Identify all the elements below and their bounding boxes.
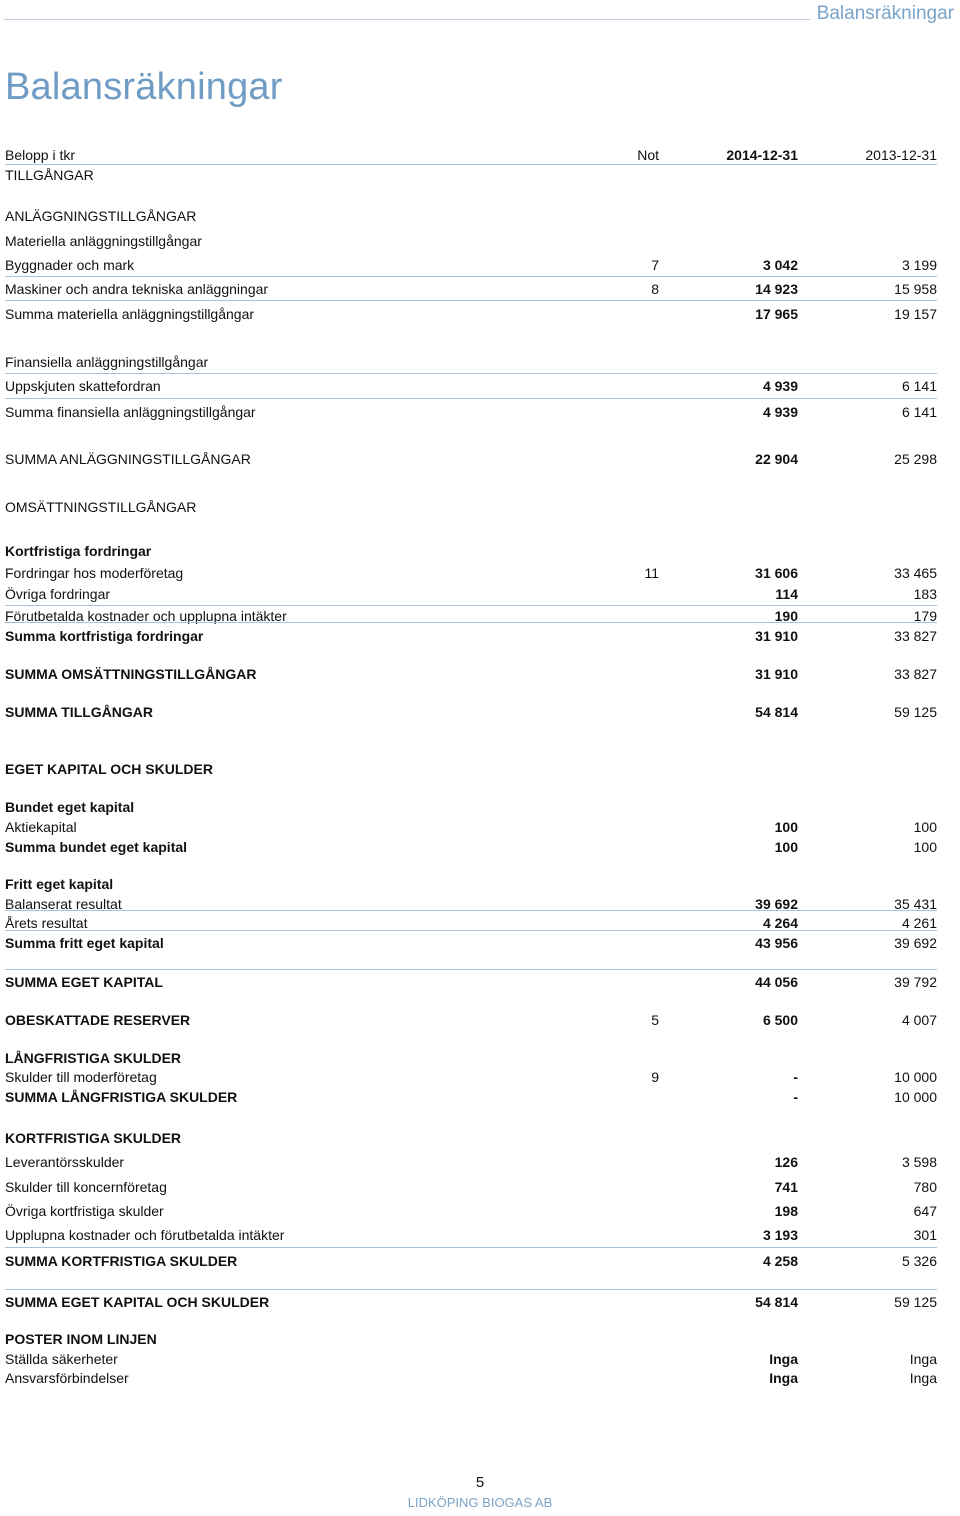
row-note: 7 bbox=[651, 257, 659, 273]
row-label: SUMMA OMSÄTTNINGSTILLGÅNGAR bbox=[5, 666, 257, 682]
row-value-2013: 39 792 bbox=[894, 974, 937, 990]
row-label: KORTFRISTIGA SKULDER bbox=[5, 1130, 182, 1146]
row-value-2014: 4 939 bbox=[762, 378, 798, 394]
table-row bbox=[5, 1152, 937, 1172]
table-row bbox=[5, 584, 937, 604]
row-value-2014: 54 814 bbox=[755, 704, 798, 720]
table-row bbox=[5, 817, 937, 837]
table-row bbox=[5, 837, 937, 857]
row-label: OBESKATTADE RESERVER bbox=[5, 1012, 191, 1028]
row-value-2013: 33 827 bbox=[894, 628, 937, 644]
table-row bbox=[5, 304, 937, 324]
row-value-2014: - bbox=[793, 1069, 798, 1085]
row-label: Ställda säkerheter bbox=[5, 1351, 118, 1367]
table-row bbox=[5, 626, 937, 646]
row-label: Aktiekapital bbox=[5, 819, 77, 835]
table-row bbox=[5, 759, 937, 779]
row-value-2014: 4 264 bbox=[762, 915, 798, 931]
table-row bbox=[5, 1128, 937, 1148]
row-value-2013: Inga bbox=[909, 1370, 937, 1386]
row-note: 11 bbox=[644, 565, 659, 581]
row-divider bbox=[5, 1247, 937, 1248]
column-header-row bbox=[5, 145, 937, 165]
row-divider bbox=[5, 930, 937, 931]
table-row bbox=[5, 1368, 937, 1388]
row-value-2013: 35 431 bbox=[894, 896, 937, 912]
table-row bbox=[5, 402, 937, 422]
row-value-2014: 44 056 bbox=[755, 974, 798, 990]
row-label: POSTER INOM LINJEN bbox=[5, 1331, 157, 1347]
row-value-2013: 59 125 bbox=[894, 1294, 937, 1310]
row-label: Summa finansiella anläggningstillgångar bbox=[5, 404, 256, 420]
row-value-2014: Inga bbox=[769, 1351, 798, 1367]
table-row bbox=[5, 1048, 937, 1068]
row-value-2014: 198 bbox=[774, 1203, 798, 1219]
table-row bbox=[5, 1010, 937, 1030]
row-value-2013: 179 bbox=[913, 608, 937, 624]
row-value-2013: 6 141 bbox=[901, 378, 937, 394]
table-row bbox=[5, 206, 937, 226]
row-value-2014: Inga bbox=[769, 1370, 798, 1386]
row-value-2013: 100 bbox=[913, 839, 937, 855]
row-value-2013: 15 958 bbox=[894, 281, 937, 297]
row-note: 8 bbox=[651, 281, 659, 297]
row-label: TILLGÅNGAR bbox=[5, 167, 94, 183]
table-row bbox=[5, 1067, 937, 1087]
page-number: 5 bbox=[475, 1474, 485, 1491]
row-value-2014: 190 bbox=[774, 608, 798, 624]
row-divider bbox=[5, 373, 937, 374]
row-value-2014: 6 500 bbox=[762, 1012, 798, 1028]
row-value-2014: 43 956 bbox=[755, 935, 798, 951]
table-row bbox=[5, 255, 937, 275]
row-value-2013: 6 141 bbox=[901, 404, 937, 420]
row-value-2013: 10 000 bbox=[894, 1089, 937, 1105]
row-label: LÅNGFRISTIGA SKULDER bbox=[5, 1050, 182, 1066]
row-label: SUMMA TILLGÅNGAR bbox=[5, 704, 154, 720]
row-value-2013: 39 692 bbox=[894, 935, 937, 951]
row-value-2013: 301 bbox=[913, 1227, 937, 1243]
row-divider bbox=[5, 1289, 937, 1290]
row-label: Uppskjuten skattefordran bbox=[5, 378, 161, 394]
row-label: SUMMA EGET KAPITAL bbox=[5, 974, 163, 990]
row-value-2014: 100 bbox=[774, 839, 798, 855]
row-value-2013: 4 007 bbox=[901, 1012, 937, 1028]
table-row bbox=[5, 449, 937, 469]
row-label: Årets resultat bbox=[5, 915, 88, 931]
column-year1-header: 2014-12-31 bbox=[726, 147, 798, 163]
row-value-2013: 780 bbox=[913, 1179, 937, 1195]
row-value-2014: - bbox=[793, 1089, 798, 1105]
row-value-2013: 59 125 bbox=[894, 704, 937, 720]
header-rule bbox=[4, 19, 810, 20]
table-row bbox=[5, 497, 937, 517]
table-row bbox=[5, 352, 937, 372]
row-value-2014: 31 910 bbox=[755, 628, 798, 644]
column-note-header: Not bbox=[637, 147, 659, 163]
row-value-2014: 4 258 bbox=[762, 1253, 798, 1269]
running-header-title: Balansräkningar bbox=[816, 3, 954, 24]
table-row bbox=[5, 1329, 937, 1349]
row-value-2014: 3 042 bbox=[762, 257, 798, 273]
table-row bbox=[5, 1177, 937, 1197]
table-row bbox=[5, 563, 937, 583]
row-label: SUMMA KORTFRISTIGA SKULDER bbox=[5, 1253, 238, 1269]
table-row bbox=[5, 933, 937, 953]
row-value-2014: 114 bbox=[775, 586, 798, 602]
table-row bbox=[5, 1292, 937, 1312]
row-label: Materiella anläggningstillgångar bbox=[5, 233, 202, 249]
row-value-2013: 4 261 bbox=[901, 915, 937, 931]
row-label: Övriga fordringar bbox=[5, 586, 111, 602]
row-label: SUMMA LÅNGFRISTIGA SKULDER bbox=[5, 1089, 238, 1105]
row-label: Summa materiella anläggningstillgångar bbox=[5, 306, 255, 322]
row-divider bbox=[5, 622, 937, 623]
row-value-2014: 31 606 bbox=[755, 565, 798, 581]
row-note: 9 bbox=[651, 1069, 659, 1085]
row-value-2014: 54 814 bbox=[755, 1294, 798, 1310]
table-row bbox=[5, 376, 937, 396]
row-label: Fritt eget kapital bbox=[5, 876, 114, 892]
row-label: Kortfristiga fordringar bbox=[5, 543, 152, 559]
row-label: Summa fritt eget kapital bbox=[5, 935, 164, 951]
row-label: Summa bundet eget kapital bbox=[5, 839, 188, 855]
row-value-2013: 183 bbox=[913, 586, 937, 602]
table-row bbox=[5, 702, 937, 722]
row-label: OMSÄTTNINGSTILLGÅNGAR bbox=[5, 499, 197, 515]
row-divider bbox=[5, 910, 937, 911]
row-note: 5 bbox=[651, 1012, 659, 1028]
row-divider bbox=[5, 398, 937, 399]
row-label: Fordringar hos moderföretag bbox=[5, 565, 184, 581]
row-label: ANLÄGGNINGSTILLGÅNGAR bbox=[5, 208, 197, 224]
row-value-2013: 19 157 bbox=[894, 306, 937, 322]
row-value-2013: 100 bbox=[913, 819, 937, 835]
row-divider bbox=[5, 969, 937, 970]
row-value-2014: 17 965 bbox=[755, 306, 798, 322]
row-divider bbox=[5, 300, 937, 301]
row-divider bbox=[5, 276, 937, 277]
table-row bbox=[5, 874, 937, 894]
row-label: Förutbetalda kostnader och upplupna intäkter bbox=[5, 608, 287, 624]
table-row bbox=[5, 894, 937, 914]
table-row bbox=[5, 541, 937, 561]
row-value-2014: 100 bbox=[774, 819, 798, 835]
page-title: Balansräkningar bbox=[5, 66, 283, 108]
row-label: SUMMA EGET KAPITAL OCH SKULDER bbox=[5, 1294, 270, 1310]
row-value-2014: 14 923 bbox=[755, 281, 798, 297]
table-row bbox=[5, 606, 937, 626]
row-value-2014: 3 193 bbox=[762, 1227, 798, 1243]
table-row bbox=[5, 1087, 937, 1107]
table-row bbox=[5, 797, 937, 817]
column-label-header: Belopp i tkr bbox=[5, 147, 76, 163]
row-value-2013: 3 199 bbox=[901, 257, 937, 273]
row-divider bbox=[5, 164, 937, 165]
footer-company: LIDKÖPING BIOGAS AB bbox=[407, 1495, 553, 1510]
row-label: Bundet eget kapital bbox=[5, 799, 135, 815]
row-value-2014: 39 692 bbox=[755, 896, 798, 912]
row-label: Upplupna kostnader och förutbetalda intäkter bbox=[5, 1227, 285, 1243]
table-row bbox=[5, 231, 937, 251]
row-value-2013: 25 298 bbox=[894, 451, 937, 467]
row-label: Finansiella anläggningstillgångar bbox=[5, 354, 209, 370]
row-value-2013: Inga bbox=[909, 1351, 937, 1367]
row-label: Övriga kortfristiga skulder bbox=[5, 1203, 164, 1219]
table-row bbox=[5, 1225, 937, 1245]
row-value-2014: 741 bbox=[774, 1179, 798, 1195]
table-row bbox=[5, 972, 937, 992]
row-label: Maskiner och andra tekniska anläggningar bbox=[5, 281, 269, 297]
row-label: SUMMA ANLÄGGNINGSTILLGÅNGAR bbox=[5, 451, 251, 467]
row-value-2014: 126 bbox=[774, 1154, 798, 1170]
table-row bbox=[5, 1349, 937, 1369]
row-value-2013: 33 827 bbox=[894, 666, 937, 682]
table-row bbox=[5, 1251, 937, 1271]
row-label: Summa kortfristiga fordringar bbox=[5, 628, 204, 644]
column-year2-header: 2013-12-31 bbox=[865, 147, 937, 163]
row-value-2014: 22 904 bbox=[755, 451, 798, 467]
row-value-2013: 3 598 bbox=[901, 1154, 937, 1170]
row-label: Skulder till koncernföretag bbox=[5, 1179, 167, 1195]
row-label: Ansvarsförbindelser bbox=[5, 1370, 129, 1386]
row-label: Byggnader och mark bbox=[5, 257, 135, 273]
table-row bbox=[5, 1201, 937, 1221]
row-value-2014: 4 939 bbox=[762, 404, 798, 420]
row-divider bbox=[5, 605, 937, 606]
row-label: Leverantörsskulder bbox=[5, 1154, 125, 1170]
row-value-2014: 31 910 bbox=[755, 666, 798, 682]
table-row bbox=[5, 664, 937, 684]
table-row bbox=[5, 279, 937, 299]
row-value-2013: 647 bbox=[913, 1203, 937, 1219]
row-value-2013: 5 326 bbox=[901, 1253, 937, 1269]
row-value-2013: 33 465 bbox=[894, 565, 937, 581]
row-label: EGET KAPITAL OCH SKULDER bbox=[5, 761, 213, 777]
row-value-2013: 10 000 bbox=[894, 1069, 937, 1085]
row-label: Balanserat resultat bbox=[5, 896, 122, 912]
row-label: Skulder till moderföretag bbox=[5, 1069, 157, 1085]
table-row bbox=[5, 165, 937, 185]
